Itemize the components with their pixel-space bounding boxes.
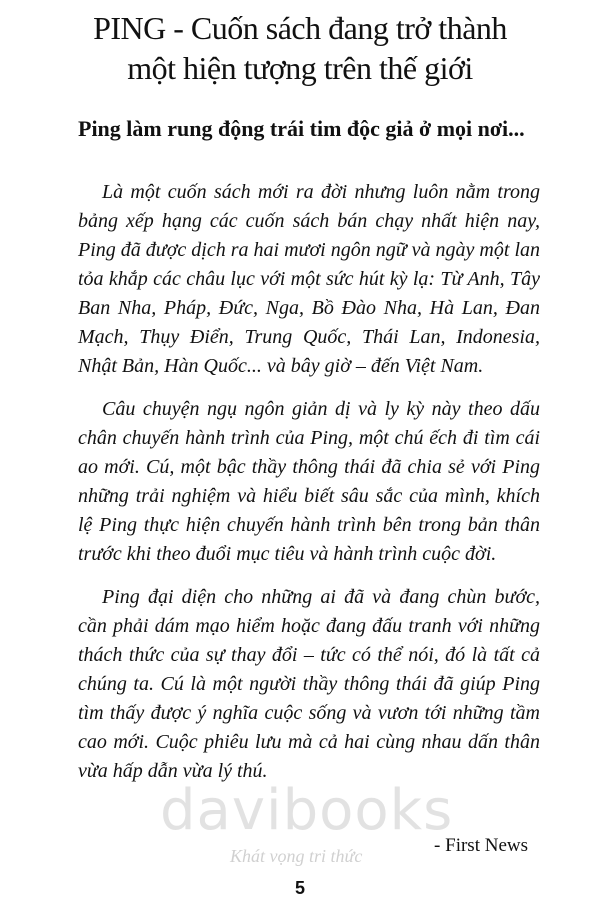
paragraph-1: Là một cuốn sách mới ra đời nhưng luôn nằm trong bảng xếp hạng các cuốn sách bán chạy nhất hiện nay, Ping đã được dịch ra hai mươi ngôn ngữ và ngày một lan tỏa khắp các châu lục với một sức hút kỳ lạ: Từ Anh, Tây Ban Nha, Pháp, Đức, Nga, Bồ Đào Nha, Hà Lan, Đan Mạch, Thụy Điển, Trung Quốc, Thái Lan, Indonesia, Nhật Bản, Hàn Quốc... và bây giờ – đến Việt Nam.: [78, 181, 540, 377]
watermark-tagline: Khát vọng tri thức: [230, 846, 363, 866]
page-title: [0, 8, 600, 88]
body-text: [78, 178, 540, 786]
title-line-1: PING - Cuốn sách đang trở thành: [93, 10, 507, 46]
signature: - First News: [434, 835, 528, 856]
paragraph-2: Câu chuyện ngụ ngôn giản dị và ly kỳ này theo dấu chân chuyến hành trình của Ping, một chú ếch đi tìm cái ao mới. Cú, một bậc thầy thông thái đã chia sẻ với Ping những trải nghiệm và hiểu biết sâu sắc của mình, khích lệ Ping thực hiện chuyến hành trình bên trong bản thân trước khi theo đuổi mục tiêu và hành trình cuộc đời.: [78, 398, 540, 565]
watermark-logo: davibooks: [160, 778, 454, 843]
paragraph-3: Ping đại diện cho những ai đã và đang chùn bước, cần phải dám mạo hiểm hoặc đang đấu tranh với những thách thức của sự thay đổi – tức có thể nói, đó là tất cả chúng ta. Cú là một người thầy thông thái đã giúp Ping tìm thấy được ý nghĩa cuộc sống và vươn tới những tầm cao mới. Cuộc phiêu lưu mà cả hai cùng nhau dấn thân vừa hấp dẫn vừa lý thú.: [78, 586, 540, 782]
page-number: 5: [294, 878, 305, 898]
subheading: Ping làm rung động trái tim độc giả ở mọi nơi...: [78, 116, 525, 141]
title-line-2: một hiện tượng trên thế giới: [127, 50, 473, 86]
